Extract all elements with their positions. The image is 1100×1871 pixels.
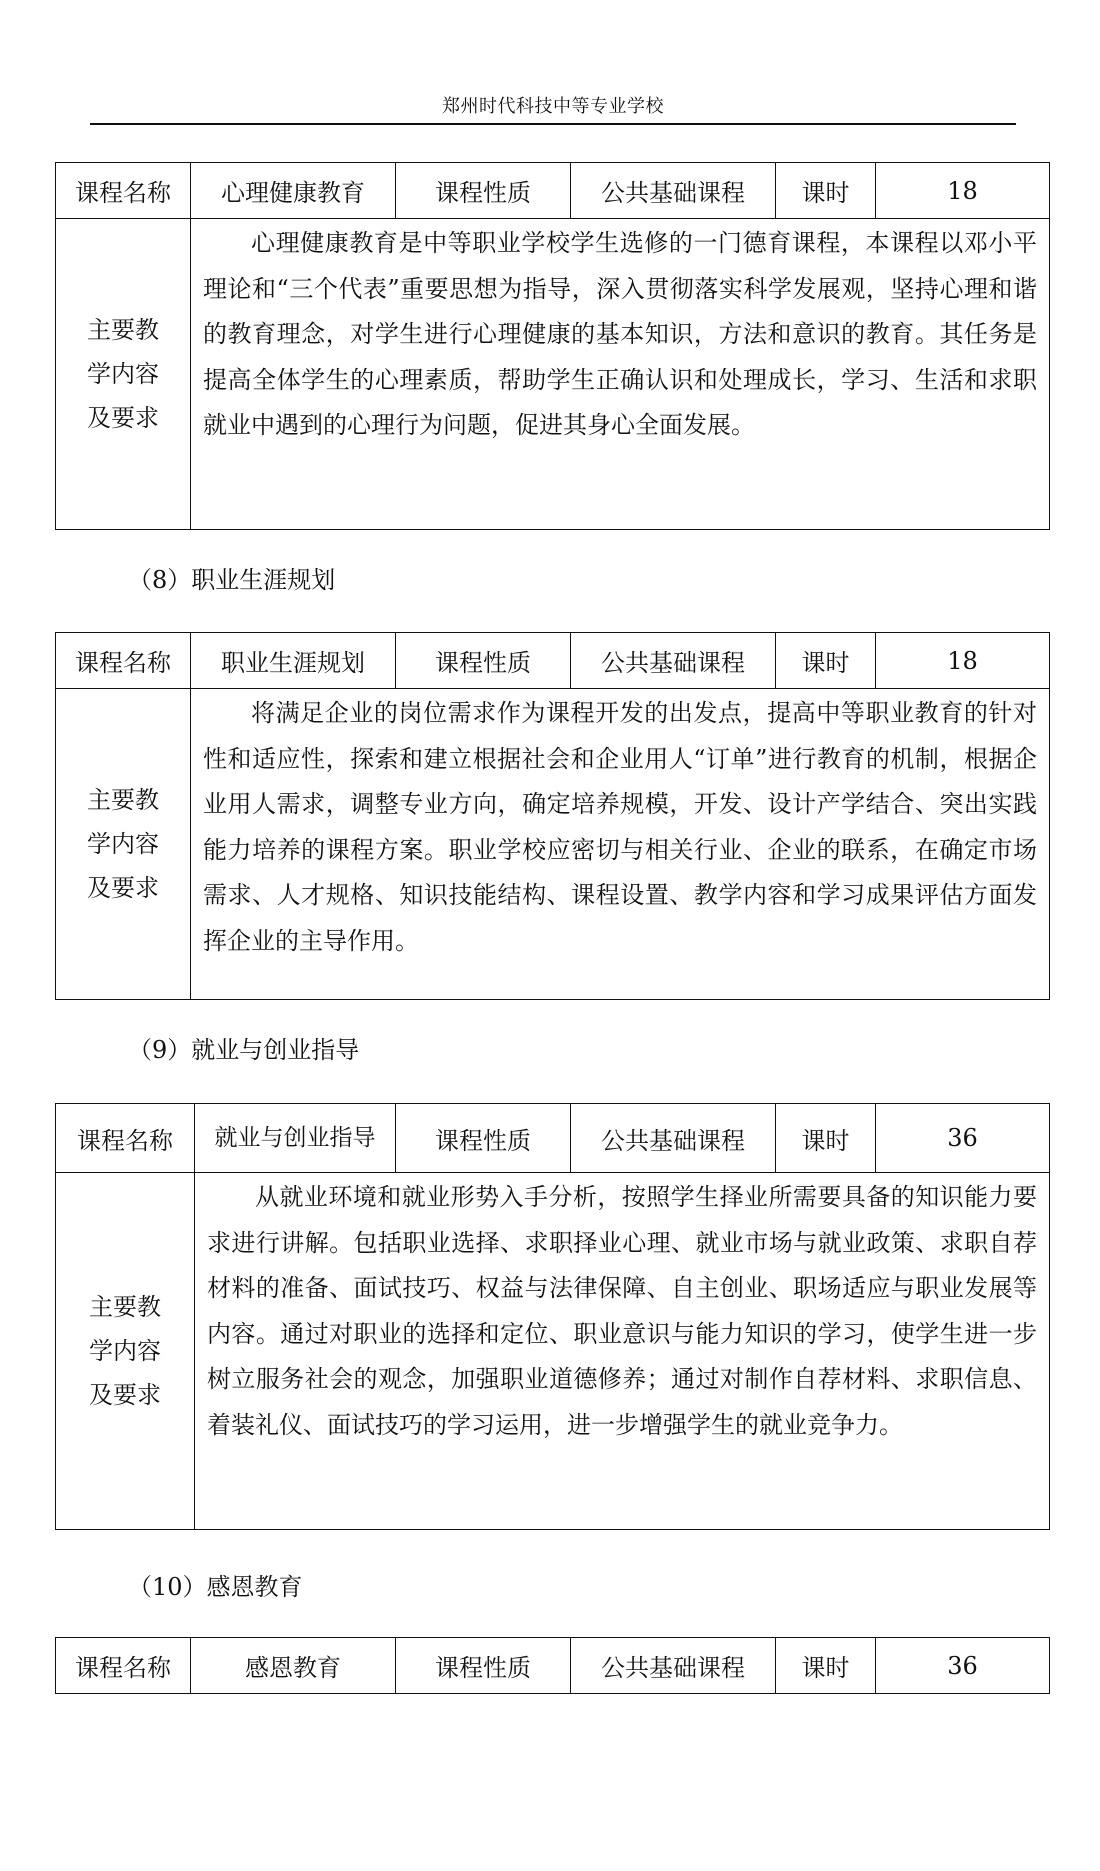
course-table-employment-guidance: [55, 1103, 1050, 1530]
course-name-value: 职业生涯规划: [191, 633, 396, 689]
course-content-row: [56, 1173, 1050, 1530]
course-name-value: 就业与创业指导: [195, 1104, 396, 1173]
section-title-gratitude-education: （10）感恩教育: [128, 1573, 303, 1601]
course-nature-value: 公共基础课程: [571, 1638, 776, 1694]
course-content-row: [56, 689, 1050, 1000]
content-label: [56, 219, 191, 530]
header-divider: [90, 123, 1016, 125]
course-name-label: 课程名称: [56, 1638, 191, 1694]
content-label: [56, 1173, 195, 1530]
course-name-label: 课程名称: [56, 633, 191, 689]
hours-value: 36: [876, 1104, 1050, 1173]
content-text: [195, 1173, 1050, 1530]
course-name-label: 课程名称: [56, 163, 191, 219]
course-table-career-planning: [55, 632, 1050, 1000]
course-name-label: 课程名称: [56, 1104, 195, 1173]
content-label-line: 主要教: [89, 1293, 161, 1321]
course-header-row: [56, 633, 1050, 689]
hours-label: 课时: [776, 633, 876, 689]
course-nature-value: 公共基础课程: [571, 633, 776, 689]
section-title-employment-guidance: （9）就业与创业指导: [128, 1036, 360, 1064]
content-label-line: 及要求: [87, 404, 159, 432]
course-nature-label: 课程性质: [396, 1638, 571, 1694]
course-nature-value: 公共基础课程: [571, 1104, 776, 1173]
document-header: 郑州时代科技中等专业学校: [442, 96, 664, 117]
hours-value: 36: [876, 1638, 1050, 1694]
course-header-row: [56, 163, 1050, 219]
course-name-value: 心理健康教育: [191, 163, 396, 219]
course-header-row: [56, 1638, 1050, 1694]
content-label-line: 及要求: [89, 1381, 161, 1409]
content-paragraph: 将满足企业的岗位需求作为课程开发的出发点，提高中等职业教育的针对性和适应性，探索和建立根据社会和企业用人“订单”进行教育的机制，根据企业用人需求，调整专业方向，确定培养规模，开发、设计产学结合、突出实践能力培养的课程方案。职业学校应密切与相关行业、企业的联系，在确定市场需求、人才规格、知识技能结构、课程设置、教学内容和学习成果评估方面发挥企业的主导作用。: [203, 699, 1037, 955]
course-header-row: [56, 1104, 1050, 1173]
hours-value: 18: [876, 163, 1050, 219]
course-nature-label: 课程性质: [396, 1104, 571, 1173]
hours-value: 18: [876, 633, 1050, 689]
content-label-line: 学内容: [87, 830, 159, 858]
content-label-line: 及要求: [87, 874, 159, 902]
course-nature-label: 课程性质: [396, 633, 571, 689]
course-nature-value: 公共基础课程: [571, 163, 776, 219]
content-text: [191, 219, 1050, 530]
hours-label: 课时: [776, 1104, 876, 1173]
course-table-mental-health: [55, 162, 1050, 530]
hours-label: 课时: [776, 1638, 876, 1694]
content-label-line: 主要教: [87, 786, 159, 814]
course-table-gratitude-education: [55, 1637, 1050, 1694]
content-label-line: 学内容: [87, 360, 159, 388]
content-paragraph: 从就业环境和就业形势入手分析，按照学生择业所需要具备的知识能力要求进行讲解。包括职业选择、求职择业心理、就业市场与就业政策、求职自荐材料的准备、面试技巧、权益与法律保障、自主创业、职场适应与职业发展等内容。通过对职业的选择和定位、职业意识与能力知识的学习，使学生进一步树立服务社会的观念，加强职业道德修养；通过对制作自荐材料、求职信息、着装礼仪、面试技巧的学习运用，进一步增强学生的就业竞争力。: [207, 1183, 1037, 1439]
course-name-value: 感恩教育: [191, 1638, 396, 1694]
content-label-line: 主要教: [87, 316, 159, 344]
content-label: [56, 689, 191, 1000]
hours-label: 课时: [776, 163, 876, 219]
course-nature-label: 课程性质: [396, 163, 571, 219]
content-label-line: 学内容: [89, 1337, 161, 1365]
course-content-row: [56, 219, 1050, 530]
content-paragraph: 心理健康教育是中等职业学校学生选修的一门德育课程，本课程以邓小平理论和“三个代表”重要思想为指导，深入贯彻落实科学发展观，坚持心理和谐的教育理念，对学生进行心理健康的基本知识，方法和意识的教育。其任务是提高全体学生的心理素质，帮助学生正确认识和处理成长，学习、生活和求职就业中遇到的心理行为问题，促进其身心全面发展。: [203, 229, 1037, 439]
section-title-career-planning: （8）职业生涯规划: [128, 566, 336, 594]
content-text: [191, 689, 1050, 1000]
